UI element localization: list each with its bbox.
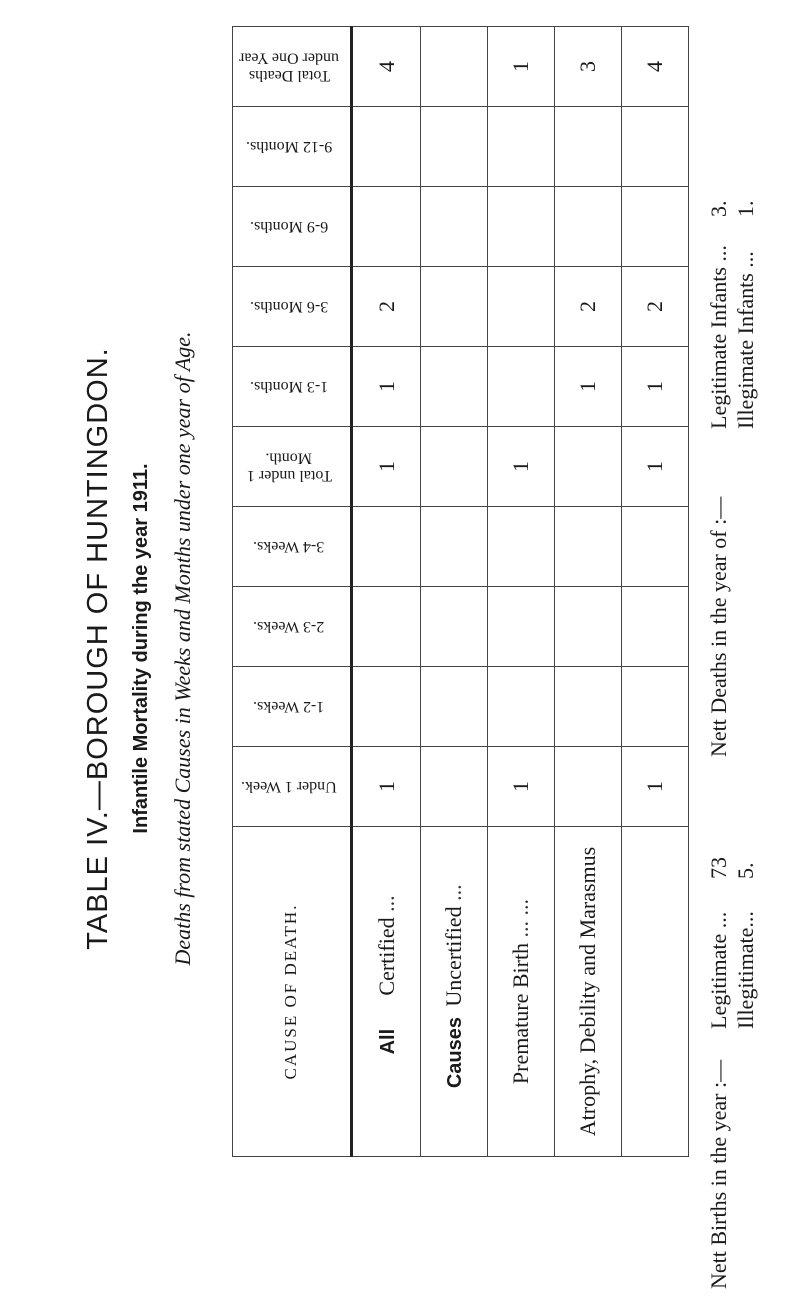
table-caption: Deaths from stated Causes in Weeks and Months under one year of Age. (170, 331, 195, 966)
value-cell (421, 747, 488, 827)
mortality-table (232, 26, 689, 1157)
value-cell (488, 267, 555, 347)
cause-label: Premature Birth (508, 942, 534, 1085)
cause-cell (421, 827, 488, 1157)
value-cell (421, 587, 488, 667)
value-cell: 1 (488, 747, 555, 827)
deaths-illegit-label: Illegimate Infants ... (733, 251, 758, 429)
col-header-label: 3-4 Weeks. (253, 538, 325, 556)
value-cell: 1 (622, 427, 689, 507)
value-cell (352, 107, 421, 187)
births-illegit-value: 5. (733, 862, 758, 879)
cause-label: Atrophy, Debility and Marasmus (575, 846, 601, 1137)
leader-dots: ... (441, 884, 467, 901)
births-illegit-label: Illegitimate... (733, 911, 758, 1029)
col-header-total (233, 27, 352, 107)
col-header-label: Total Deaths under One Year (239, 49, 339, 85)
value-cell (622, 187, 689, 267)
value-cell (555, 587, 622, 667)
value-cell (622, 587, 689, 667)
table-row (352, 27, 421, 1157)
col-header (233, 187, 352, 267)
value-cell (421, 347, 488, 427)
value-cell (555, 667, 622, 747)
total-cell: 1 (488, 27, 555, 107)
value-cell: 1 (352, 747, 421, 827)
cause-cell (488, 827, 555, 1157)
col-header (233, 107, 352, 187)
value-cell (421, 427, 488, 507)
col-header (233, 747, 352, 827)
col-header-label: 9-12 Months. (245, 138, 333, 156)
cause-header-cell (233, 827, 352, 1157)
col-header-label: 1-3 Months. (249, 378, 329, 396)
title-block (0, 0, 200, 1297)
deaths-prefix: Nett Deaths in the year of :— (706, 496, 731, 757)
births-legit-label: Legitimate ... (706, 911, 731, 1029)
value-cell (488, 587, 555, 667)
total-cell: 4 (352, 27, 421, 107)
value-cell: 2 (352, 267, 421, 347)
col-header-label: 3-6 Months. (249, 298, 329, 316)
value-cell (352, 667, 421, 747)
cause-cell (352, 827, 421, 1157)
group-label: All (376, 1028, 399, 1055)
col-header (233, 667, 352, 747)
value-cell (421, 107, 488, 187)
births-prefix: Nett Births in the year :— (706, 1059, 731, 1289)
table-row (622, 27, 689, 1157)
value-cell: 1 (622, 347, 689, 427)
col-header-label: Under 1 Week. (241, 778, 337, 796)
value-cell (555, 107, 622, 187)
col-header (233, 267, 352, 347)
births-legit-value: 73 (706, 857, 731, 879)
value-cell (352, 587, 421, 667)
value-cell (352, 507, 421, 587)
value-cell: 1 (622, 747, 689, 827)
deaths-illegit-value: 1. (733, 200, 758, 217)
cause-cell (555, 827, 622, 1157)
value-cell (622, 667, 689, 747)
total-cell (421, 27, 488, 107)
value-cell (555, 747, 622, 827)
col-header-label: 6-9 Months. (249, 218, 329, 236)
value-cell (488, 507, 555, 587)
value-cell: 2 (555, 267, 622, 347)
group-label: Causes (444, 1017, 467, 1089)
col-header (233, 587, 352, 667)
cause-label: Certified (373, 917, 399, 996)
value-cell (352, 187, 421, 267)
value-cell: 1 (488, 427, 555, 507)
total-cell: 4 (622, 27, 689, 107)
leader-dots: ... (373, 895, 399, 912)
col-header-label: 1-2 Weeks. (253, 698, 325, 716)
table-title: TABLE IV.—BOROUGH OF HUNTINGDON. (82, 347, 114, 950)
header-row (233, 27, 352, 1157)
value-cell (421, 187, 488, 267)
col-header (233, 427, 352, 507)
value-cell (421, 667, 488, 747)
cause-header: CAUSE OF DEATH. (281, 903, 300, 1080)
cause-cell (622, 827, 689, 1157)
value-cell: 2 (622, 267, 689, 347)
value-cell (622, 507, 689, 587)
deaths-legit-value: 3. (706, 200, 731, 217)
deaths-legit-label: Legitimate Infants ... (706, 245, 731, 429)
value-cell (622, 107, 689, 187)
col-header-label: Total under 1 Month. (246, 449, 332, 485)
value-cell (488, 347, 555, 427)
value-cell (555, 507, 622, 587)
value-cell: 1 (352, 427, 421, 507)
col-header (233, 507, 352, 587)
table-subtitle: Infantile Mortality during the year 1911. (130, 463, 152, 834)
col-header-label: 2-3 Weeks. (253, 618, 325, 636)
table-row (555, 27, 622, 1157)
value-cell (555, 427, 622, 507)
value-cell (555, 187, 622, 267)
value-cell: 1 (352, 347, 421, 427)
value-cell (421, 507, 488, 587)
table-row (488, 27, 555, 1157)
value-cell (421, 267, 488, 347)
value-cell: 1 (555, 347, 622, 427)
value-cell (488, 667, 555, 747)
cause-label: Uncertified (441, 906, 467, 1007)
leader-dots: ... ... (508, 898, 534, 938)
value-cell (488, 107, 555, 187)
value-cell (488, 187, 555, 267)
table-row (421, 27, 488, 1157)
col-header (233, 347, 352, 427)
total-cell: 3 (555, 27, 622, 107)
